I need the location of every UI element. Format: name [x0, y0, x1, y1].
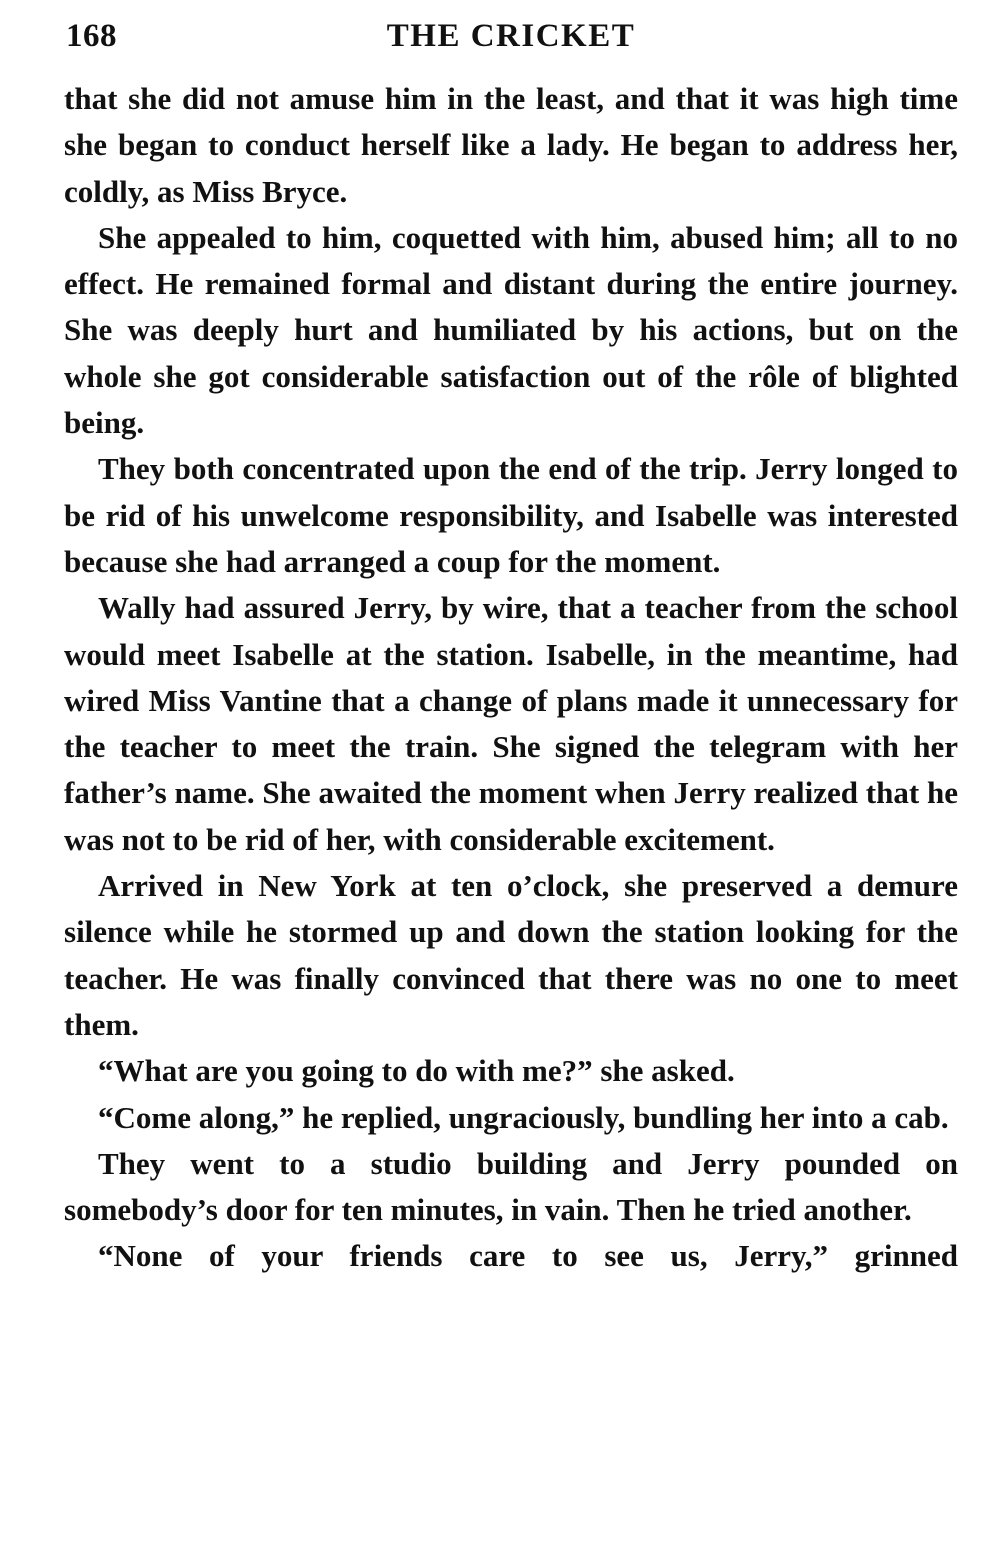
running-title: THE CRICKET: [386, 18, 636, 54]
paragraph-dialogue: “What are you going to do with me?” she asked.: [98, 1053, 735, 1089]
paragraph-dialogue: “Come along,” he replied, ungraciously, bundling her into a cab.: [98, 1099, 949, 1135]
paragraph-dialogue: “None of your friends care to see us, Jerry,” grinned: [98, 1238, 958, 1274]
paragraph: Wally had assured Jerry, by wire, that a teacher from the school would meet Isabelle at the station. Isabelle, in the meantime, had wired Miss Vantine that a change of plans made it unnecessary for the teacher to meet the train. She signed the telegram with her father’s name. She awaited the moment when Jerry realized that he was not to be rid of her, with considerable excitement.: [64, 590, 958, 857]
paragraph: They both concentrated upon the end of the trip. Jerry longed to be rid of his unwelcome responsibility, and Isabelle was interested because she had arranged a coup for the moment.: [64, 451, 958, 579]
running-head: [66, 18, 956, 64]
page-number: 168: [66, 18, 117, 54]
paragraph: They went to a studio building and Jerry pounded on somebody’s door for ten minutes, in vain. Then he tried another.: [64, 1145, 958, 1228]
paragraph: Arrived in New York at ten o’clock, she preserved a demure silence while he stormed up and down the station looking for the teacher. He was finally convinced that there was no one to meet them.: [64, 868, 958, 1042]
paragraph-continued: that she did not amuse him in the least, and that it was high time she began to conduct herself like a lady. He began to address her, coldly, as Miss Bryce.: [64, 81, 958, 209]
paragraph: She appealed to him, coquetted with him, abused him; all to no effect. He remained formal and distant during the entire journey. She was deeply hurt and humiliated by his actions, but on the whole she got considerable satisfaction out of the rôle of blighted being.: [64, 219, 958, 441]
body-text: [64, 76, 958, 1280]
